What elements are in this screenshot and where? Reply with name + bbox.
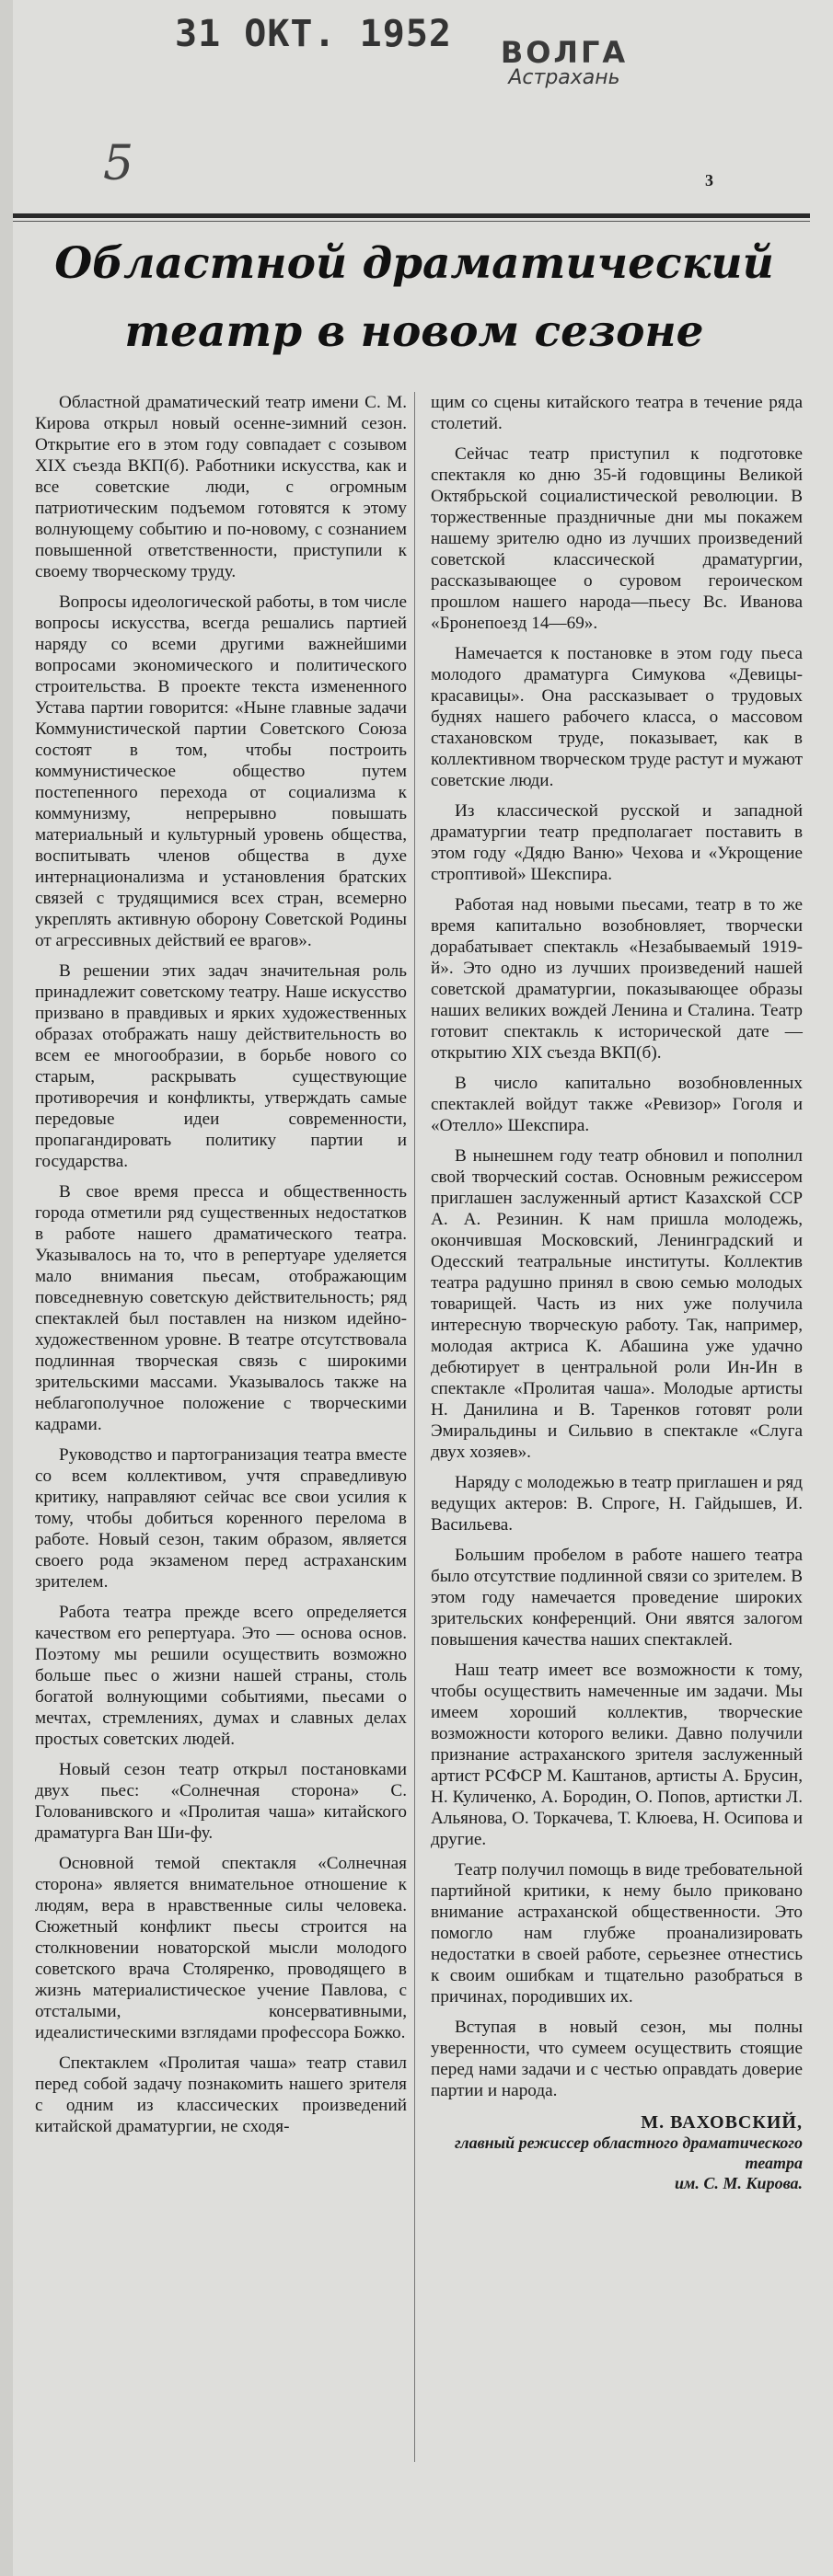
signature-role-2: им. С. М. Кирова. [675,2174,803,2192]
paragraph: Наш театр имеет все возможности к тому, чтобы осуществить намеченные им задачи. Мы имеем хороший коллектив, творческие возможности которого велики. Давно получили признание астраханского зрителя заслуженный артист РСФСР М. Каштанов, артисты А. Брусин, Н. Куличенко, А. Бородин, О. Попов, артистки Л. Альянова, О. Торкачева, Т. Клюева, Н. Осипова и другие. [431,1661,803,1849]
paragraph: Большим пробелом в работе нашего театра было отсутствие подлинной связи со зрителем. В этом году намечается проведение широких зрительских конференций. Они явятся залогом повышения качества наших спектаклей. [431,1546,803,1650]
date-stamp: 31 ОКТ. 1952 [175,13,452,55]
signature-role-1: главный режиссер областного драматического театра [454,2133,803,2172]
signature-name: М. ВАХОВСКИЙ, [641,2112,803,2133]
paragraph: Новый сезон театр открыл постановками двух пьес: «Солнечная сторона» С. Голованивского и «Пролитая чаша» китайского драматурга Ван Ши-фу. [35,1760,407,1843]
header-rule [13,213,810,218]
headline-line-2: театр в новом сезоне [124,306,704,357]
column-divider [414,392,415,2462]
source-stamp [477,35,652,89]
signature [431,2112,803,2193]
headline-line-1: Областной драматический [54,238,774,289]
paragraph: Наряду с молодежью в театр приглашен и ряд ведущих актеров: В. Спроге, Н. Гайдышев, И. Васильева. [431,1473,803,1535]
article-headline [37,232,792,368]
paragraph: Намечается к постановке в этом году пьеса молодого драматурга Симукова «Девицы-красавицы». Она рассказывает о трудовых буднях нашего рабочего класса, о массовом стахановском труде, показывает, как в коллективном творческом труде растут и мужают советские люди. [431,644,804,790]
paragraph: В решении этих задач значительная роль принадлежит советскому театру. Наше искусство призвано в правдивых и ярких художественных образах отображать нашу действительность во всем ее многообразии, в борьбе нового со старым, раскрывать существующие противоречия и конфликты, утверждать самые передовые идеи современности, пропагандировать политику партии и государства. [35,961,407,1171]
paragraph: Из классической русской и западной драматургии театр предполагает поставить в этом году «Дядю Ваню» Чехова и «Укрощение строптивой» Шекспира. [431,801,803,884]
handwritten-number: 5 [103,136,134,191]
source-title: ВОЛГА [500,35,629,70]
paragraph: Театр получил помощь в виде требовательной партийной критики, к нему было приковано внимание астраханской общественности. Это помогло нам глубже проанализировать недостатки в своей работе, серьезнее отнестись к своим ошибкам и тщательно разобраться в причинах, породивших их. [431,1860,803,2007]
clipping-edge [0,0,13,2576]
paragraph: В свое время пресса и общественность города отметили ряд существенных недостатков в работе нашего драматического театра. Указывалось на то, что в репертуаре уделяется мало внимания пьесам, отображающим повседневную советскую действительность; ряд спектаклей был поставлен на низком идейно-художественном уровне. В театре отсутствовала подлинная творческая связь с широкими зрительскими массами. Указывалось также на неблагополучное положение с творческими кадрами. [35,1182,407,1434]
header-rule-thin [13,221,810,222]
paragraph: Сейчас театр приступил к подготовке спектакля ко дню 35-й годовщины Великой Октябрьской социалистической революции. В торжественные праздничные дни мы покажем нашему зрителю одно из лучших произведений советской классической драматургии, рассказывающее о суровом героическом прошлом нашего народа—пьесу Вс. Иванова «Бронепоезд 14—69». [431,444,803,633]
paragraph: Работая над новыми пьесами, театр в то же время капитально возобновляет, творчески дорабатывает спектакль «Незабываемый 1919-й». Это одно из лучших произведений нашей советской драматургии, показывающее образы наших великих вождей Ленина и Сталина. Театр готовит спектакль к исторической дате — открытию XIX съезда ВКП(б). [431,895,803,1063]
source-city: Астрахань [508,66,620,89]
article-column-right [431,392,803,2193]
page-number: 3 [705,171,713,190]
paragraph: В нынешнем году театр обновил и пополнил свой творческий состав. Основным режиссером приглашен заслуженный артист Казахской ССР А. А. Резинин. К нам пришла молодежь, окончившая Московский, Ленинградский и Одесский театральные институты. Коллектив театра радушно принял в свою семью молодых товарищей. Часть из них уже получила интересную творческую работу. Так, например, молодая актриса К. Абашина уже удачно дебютирует в центральной роли Ин-Ин в спектакле «Пролитая чаша». Молодые артисты Н. Данилина и В. Таренков готовят роли Эмиральдины и Сильвио в спектакле «Слуга двух хозяев». [431,1146,803,1462]
paragraph: Руководство и партогранизация театра вместе со всем коллективом, учтя справедливую критику, направляют сейчас все свои усилия к тому, чтобы добиться коренного перелома в работе. Новый сезон, таким образом, является своего рода экзаменом перед астраханским зрителем. [35,1445,407,1592]
paragraph: Вступая в новый сезон, мы полны уверенности, что сумеем осуществить стоящие перед нами задачи и с честью оправдать доверие партии и народа. [431,2018,803,2100]
paragraph: Областной драматический театр имени С. М. Кирова открыл новый осенне-зимний сезон. Открытие его в этом году совпадает с созывом XIX съезда ВКП(б). Работники искусства, как и все советские люди, с огромным патриотическим подъемом готовятся к этому волнующему событию и по-новому, с сознанием повышенной ответственности, приступили к своему творческому труду. [35,393,407,581]
paragraph: Работа театра прежде всего определяется качеством его репертуара. Это — основа основ. Поэтому мы решили осуществить возможно больше пьес о жизни нашей страны, столь богатой волнующими событиями, пьесами о мечтах, стремлениях, думах и славных делах простых советских людей. [35,1603,407,1749]
paragraph-continuation: щим со сцены китайского театра в течение ряда столетий. [431,393,803,433]
paragraph: Вопросы идеологической работы, в том числе вопросы искусства, всегда решались партией наряду со всеми другими важнейшими вопросами экономического и политического строительства. В проекте текста измененного Устава партии говорится: «Ныне главные задачи Коммунистической партии Советского Союза состоят в том, чтобы построить коммунистическое общество путем постепенного перехода от социализма к коммунизму, непрерывно повышать материальный и культурный уровень общества, воспитывать членов общества в духе интернационализма и установления братских связей с трудящимися всех стран, всемерно укреплять активную оборону Советской Родины от агрессивных действий ее врагов». [35,592,407,950]
paragraph: Спектаклем «Пролитая чаша» театр ставил перед собой задачу познакомить нашего зрителя с одним из классических произведений китайской драматургии, не сходя- [35,2053,407,2136]
paragraph: Основной темой спектакля «Солнечная сторона» является внимательное отношение к людям, вера в нравственные силы человека. Сюжетный конфликт пьесы строится на столкновении новаторской мысли молодого советского врача Столяренко, проводящего в жизнь материалистическое учение Павлова, с отсталыми, консервативными, идеалистическими взглядами профессора Божко. [35,1854,407,2042]
paragraph: В число капитально возобновленных спектаклей войдут также «Ревизор» Гоголя и «Отелло» Шекспира. [431,1074,803,1135]
article-column-left [35,392,407,2146]
